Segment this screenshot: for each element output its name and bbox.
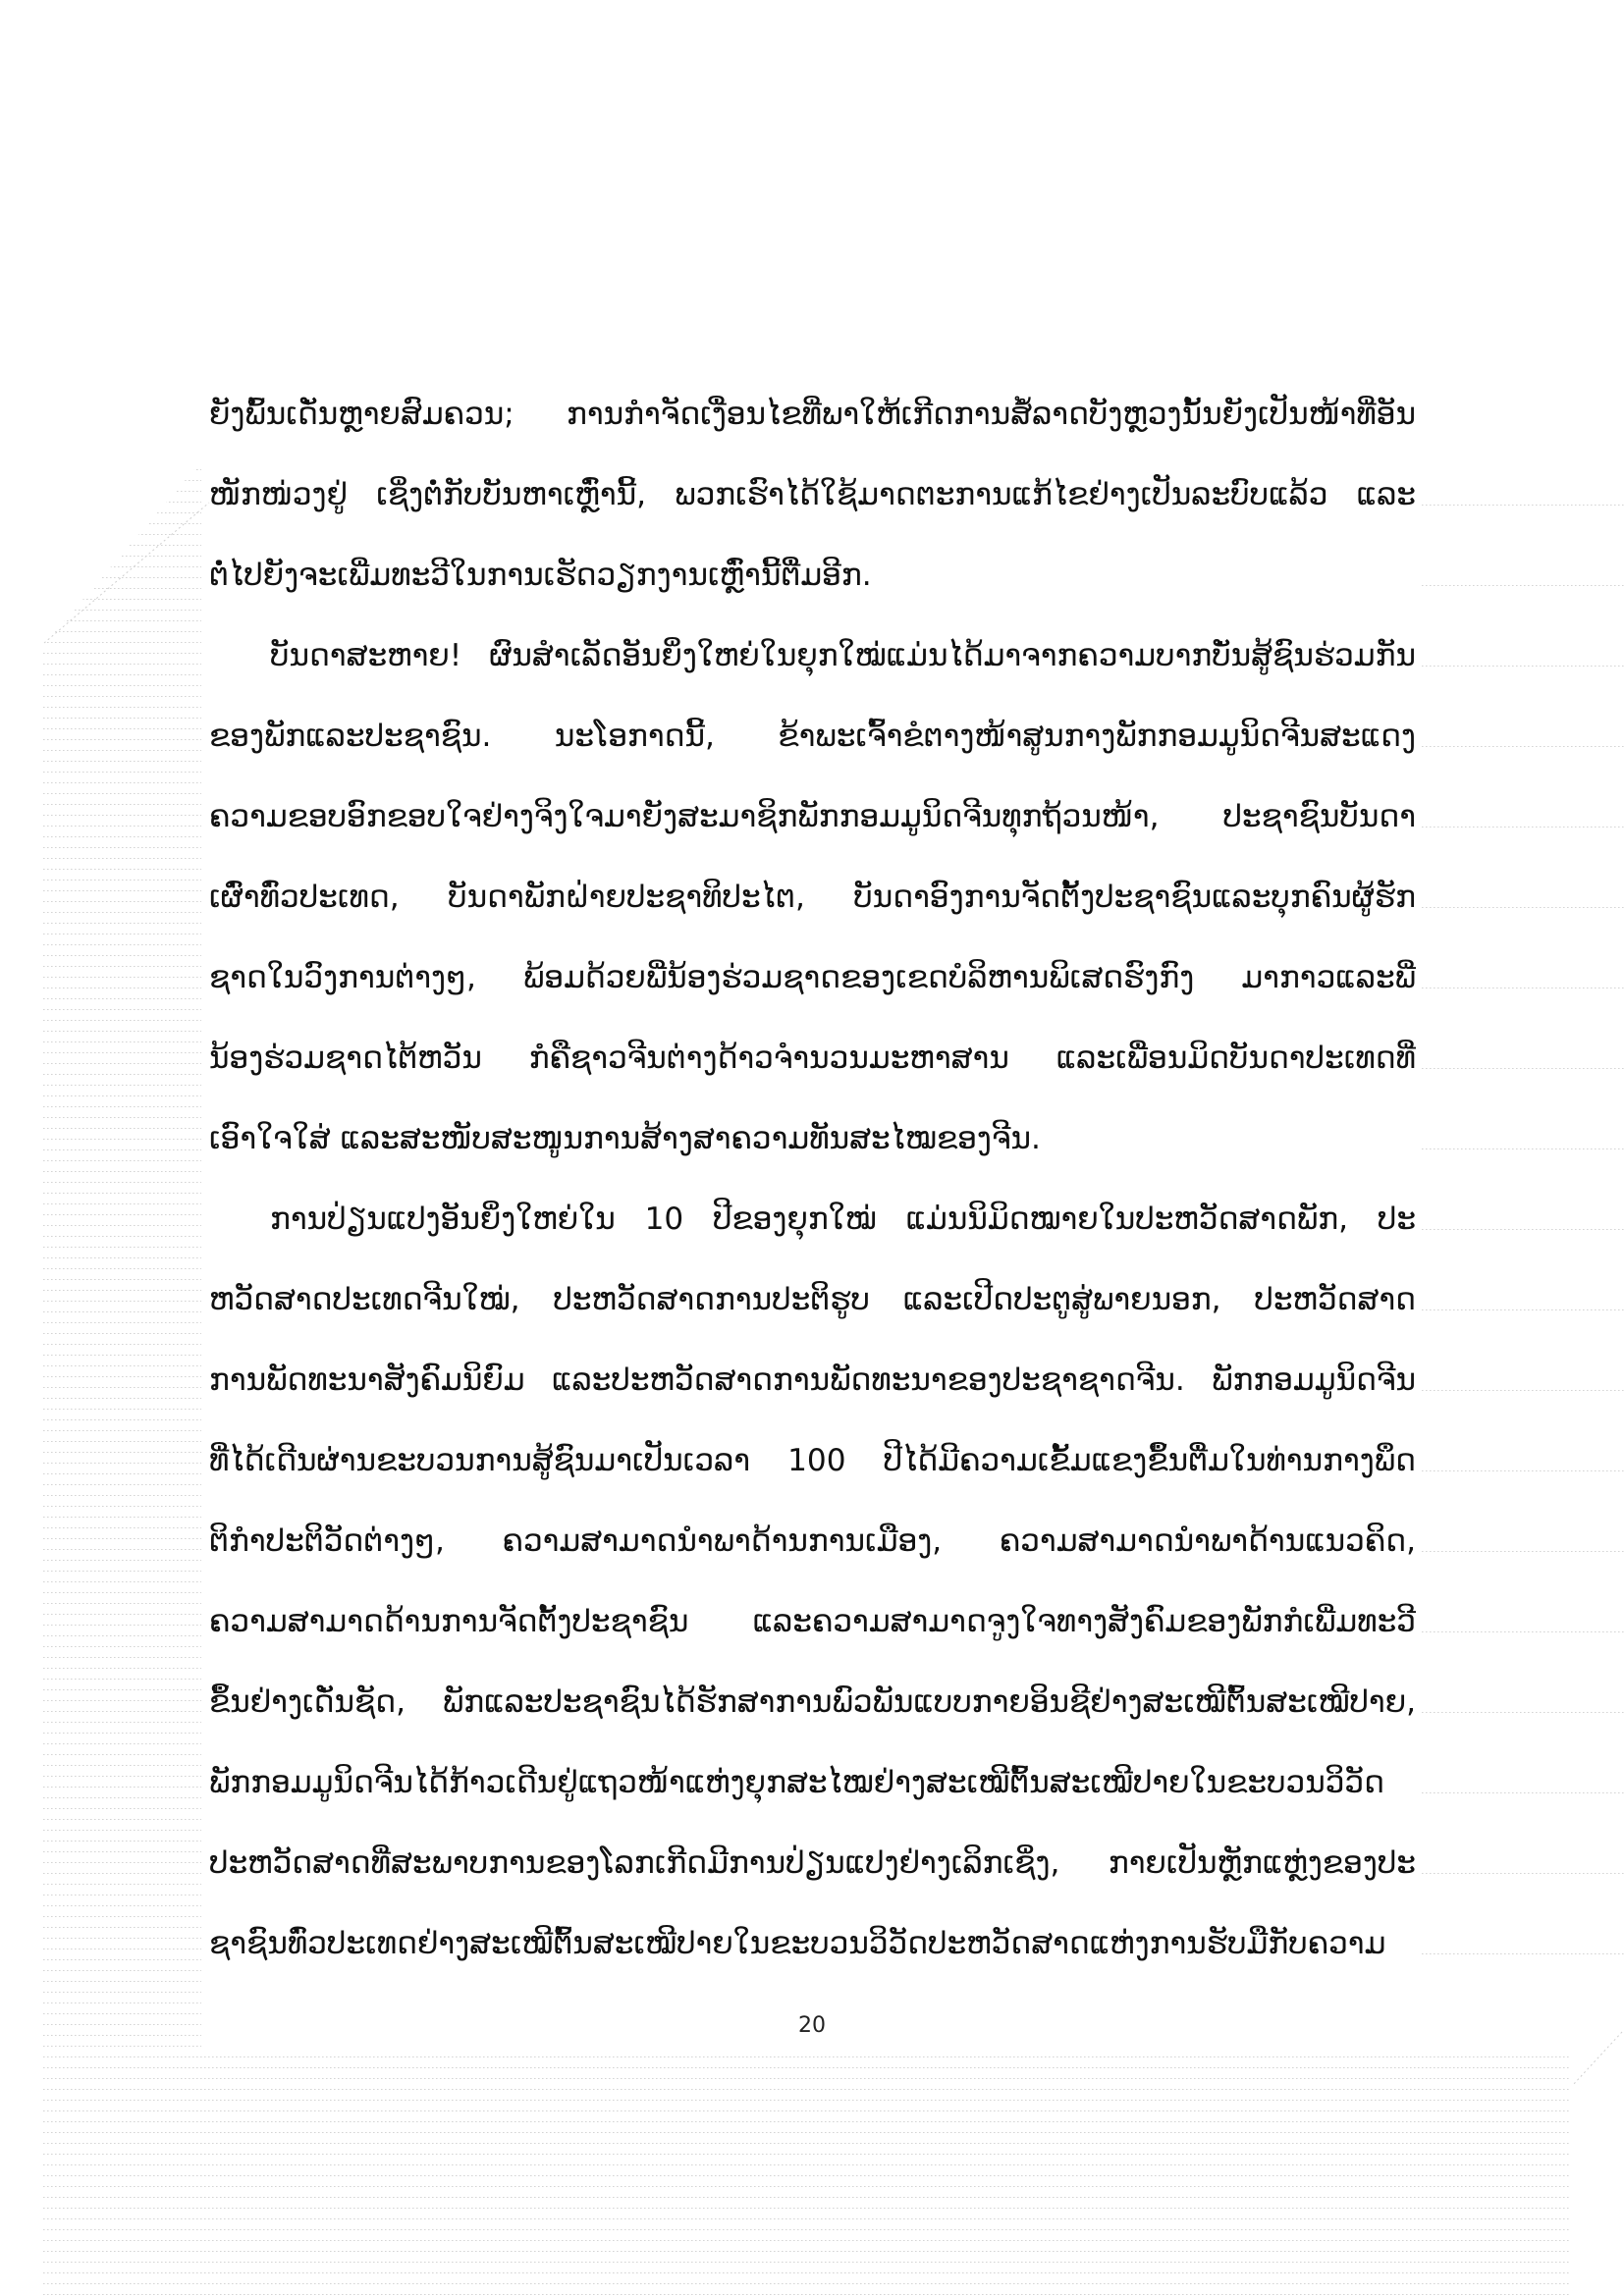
scan-artifact-right-margin [1422, 461, 1624, 2032]
text-line: ຂຶ້ນຢ່າງເດັ່ນຊັດ, ພັກແລະປະຊາຊົນໄດ້ຮັກສາການພົວພັນແບບກາຍອິນຊີຢ່າງສະເໝີຕົ້ນສະເໝີປາຍ, [209, 1684, 1416, 1720]
text-line: ເຜົ່າທົ່ວປະເທດ, ບັນດາພັກຝ່າຍປະຊາທິປະໄຕ, ບັນດາອົງການຈັດຕັ້ງປະຊາຊົນແລະບຸກຄົນຜູ້ຮັກ [209, 880, 1416, 915]
paragraph [209, 1179, 1416, 1984]
text-line: ພັກກອມມູນິດຈີນໄດ້ກ້າວເດີນຢູ່ແຖວໜ້າແຫ່ງຍຸກສະໄໝຢ່າງສະເໝີຕົ້ນສະເໝີປາຍໃນຂະບວນວິວັດ [209, 1765, 1384, 1800]
text-line: ຊາດໃນວົງການຕ່າງໆ, ພ້ອມດ້ວຍພີ່ນ້ອງຮ່ວມຊາດຂອງເຂດບໍລິຫານພິເສດຮົງກົງ ມາກາວແລະພີ່ [209, 960, 1416, 995]
text-line: ປະຫວັດສາດທີ່ສະພາບການຂອງໂລກເກີດມີການປ່ຽນແປງຢ່າງເລິກເຊິ່ງ, ກາຍເປັນຫຼັກແຫຼ່ງຂອງປະ [209, 1845, 1416, 1881]
paragraph [209, 374, 1416, 615]
text-line: ຄວາມສາມາດດ້ານການຈັດຕັ້ງປະຊາຊົນ ແລະຄວາມສາມາດຈູງໃຈທາງສັງຄົມຂອງພັກກໍເພີ່ມທະວີ [209, 1604, 1416, 1639]
text-line: ຕິກຳປະຕິວັດຕ່າງໆ, ຄວາມສາມາດນຳພາດ້ານການເມືອງ, ຄວາມສາມາດນຳພາດ້ານແນວຄິດ, [209, 1523, 1416, 1559]
text-line: ການພັດທະນາສັງຄົມນິຍົມ ແລະປະຫວັດສາດການພັດທະນາຂອງປະຊາຊາດຈີນ. ພັກກອມມູນິດຈີນ [209, 1362, 1416, 1398]
text-line: ບັນດາສະຫາຍ! ຜົນສຳເລັດອັນຍິ່ງໃຫຍ່ໃນຍຸກໃໝ່ແມ່ນໄດ້ມາຈາກຄວາມບາກບັ່ນສູ້ຊົນຮ່ວມກັນ [270, 638, 1416, 673]
text-line: ຊາຊົນທົ່ວປະເທດຢ່າງສະເໝີຕົ້ນສະເໝີປາຍໃນຂະບວນວິວັດປະຫວັດສາດແຫ່ງການຮັບມືກັບຄວາມ [209, 1926, 1386, 1961]
paragraph [209, 615, 1416, 1179]
page-number: 20 [798, 2013, 826, 2038]
scan-artifact-left-diagonal [44, 503, 209, 643]
text-line: ການປ່ຽນແປງອັນຍິ່ງໃຫຍ່ໃນ 10 ປີຂອງຍຸກໃໝ່ ແມ່ນນິມິດໝາຍໃນປະຫວັດສາດພັກ, ປະ [270, 1201, 1416, 1237]
document-body [209, 374, 1416, 1984]
scan-artifact-bottom-band [201, 2056, 1571, 2296]
text-line: ຄວາມຂອບອົກຂອບໃຈຢ່າງຈິງໃຈມາຍັງສະມາຊິກພັກກອມມູນິດຈີນທຸກຖ້ວນໜ້າ, ປະຊາຊົນບັນດາ [209, 799, 1416, 834]
text-line: ນ້ອງຮ່ວມຊາດໄຕ້ຫວັນ ກໍຄືຊາວຈີນຕ່າງດ້າວຈຳນວນມະຫາສານ ແລະເພື່ອນມິດບັນດາປະເທດທີ່ [209, 1041, 1416, 1076]
text-line: ເອົາໃຈໃສ່ ແລະສະໜັບສະໜູນການສ້າງສາຄວາມທັນສະໄໝຂອງຈີນ. [209, 1121, 1041, 1156]
text-line: ທີ່ໄດ້ເດີນຜ່ານຂະບວນການສູ້ຊົນມາເປັນເວລາ 100 ປີໄດ້ມີຄວາມເຂັ້ມແຂງຂຶ້ນຕື່ມໃນທ່ານກາງພຶດ [209, 1443, 1416, 1478]
text-line: ໜັກໜ່ວງຢູ່ ເຊິ່ງຕໍ່ກັບບັນຫາເຫຼົ່ານີ້, ພວກເຮົາໄດ້ໃຊ້ມາດຕະການແກ້ໄຂຢ່າງເປັນລະບົບແລ້ວ ແລະ [209, 477, 1416, 512]
text-line: ຕໍ່ໄປຍັງຈະເພີ່ມທະວີໃນການເຮັດວຽກງານເຫຼົ່ານີ້ຕື່ມອີກ. [209, 558, 872, 593]
text-line: ຍັງພົ້ນເດັ່ນຫຼາຍສົມຄວນ; ການກຳຈັດເງື່ອນໄຂທີ່ພາໃຫ້ເກີດການສໍ້ລາດບັງຫຼວງນັ້ນຍັງເປັນໜ້າທີ່ອັນ [209, 397, 1416, 432]
text-line: ຂອງພັກແລະປະຊາຊົນ. ນະໂອກາດນີ້, ຂ້າພະເຈົ້າຂໍຕາງໜ້າສູນກາງພັກກອມມູນິດຈີນສະແດງ [209, 719, 1416, 754]
text-line: ຫວັດສາດປະເທດຈີນໃໝ່, ປະຫວັດສາດການປະຕິຮູບ ແລະເປີດປະຕູສູ່ພາຍນອກ, ປະຫວັດສາດ [209, 1282, 1416, 1317]
